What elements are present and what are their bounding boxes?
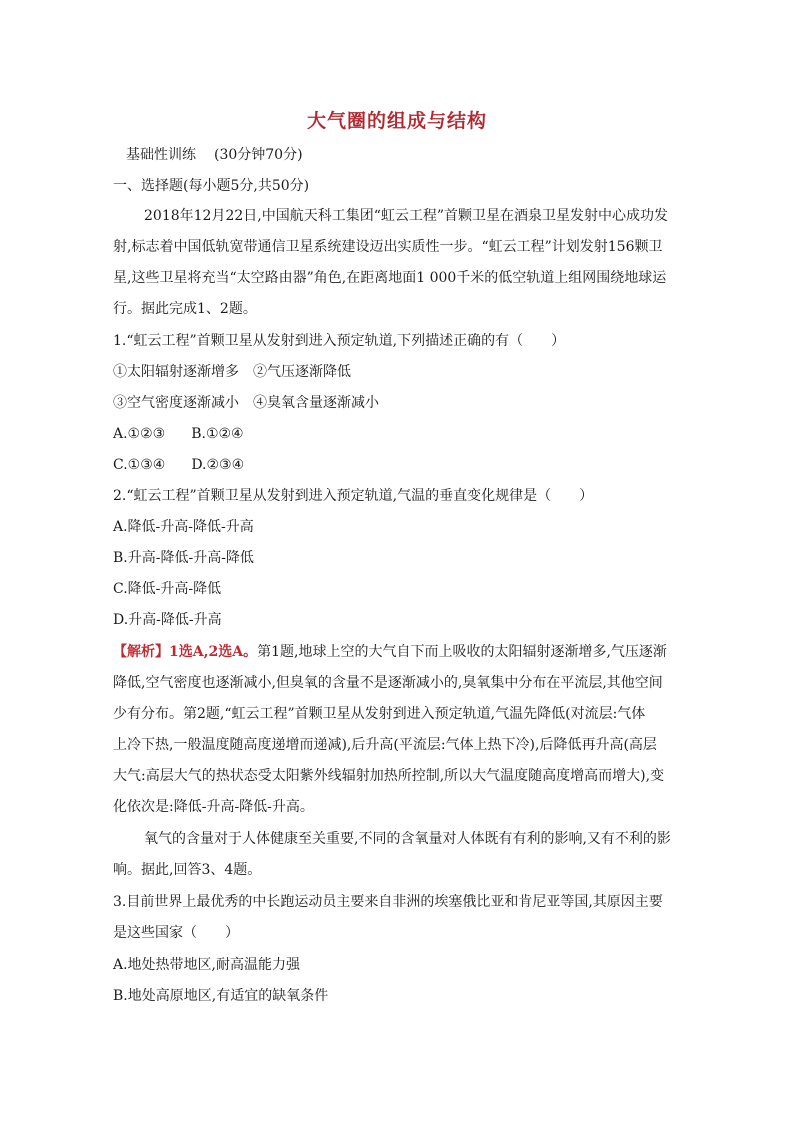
q1-option-d[interactable]: D.②③④ <box>191 457 245 473</box>
analysis-line: 降低,空气密度也逐渐减小,但臭氧的含量不是逐渐减小的,臭氧集中分布在平流层,其他空间 <box>113 675 663 691</box>
training-meta: (30分钟70分) <box>214 147 303 163</box>
passage1-line: 2018年12月22日,中国航天科工集团“虹云工程”首颗卫星在酒泉卫星发射中心成功发 <box>144 208 669 224</box>
q3-stem: 3.目前世界上最优秀的中长跑运动员主要来自非洲的埃塞俄比亚和肯尼亚等国,其原因主要 <box>113 894 663 910</box>
analysis-line: 第1题,地球上空的大气自下而上吸收的太阳辐射逐渐增多,气压逐渐 <box>257 644 667 660</box>
q1-item: ②气压逐渐降低 <box>253 364 351 380</box>
passage1-line: 星,这些卫星将充当“太空路由器”角色,在距离地面1 000千米的低空轨道上组网围绕地球运 <box>113 270 667 286</box>
q3-option-a[interactable]: A.地处热带地区,耐高温能力强 <box>113 957 301 973</box>
passage1-line: 行。据此完成1、2题。 <box>113 301 257 317</box>
q1-item: ①太阳辐射逐渐增多 <box>113 364 239 380</box>
analysis-first-line <box>113 642 683 662</box>
q1-options-row <box>113 455 683 475</box>
q1-items-row <box>113 362 683 382</box>
q3-option-b[interactable]: B.地处高原地区,有适宜的缺氧条件 <box>113 988 329 1004</box>
q1-option-a[interactable]: A.①②③ <box>113 426 166 442</box>
analysis-line: 上冷下热,一般温度随高度递增而递减),后升高(平流层:气体上热下冷),后降低再升高(高层 <box>113 737 657 753</box>
training-label: 基础性训练 <box>126 147 196 163</box>
analysis-line: 化依次是:降低-升高-降低-升高。 <box>113 799 314 815</box>
training-subhead <box>126 145 696 165</box>
q2-stem: 2.“虹云工程”首颗卫星从发射到进入预定轨道,气温的垂直变化规律是（ ） <box>113 488 594 504</box>
q1-stem: 1.“虹云工程”首颗卫星从发射到进入预定轨道,下列描述正确的有（ ） <box>113 333 566 349</box>
page-title: 大气圈的组成与结构 <box>306 110 487 132</box>
q1-option-b[interactable]: B.①②④ <box>191 426 244 442</box>
q2-option-a[interactable]: A.降低-升高-降低-升高 <box>113 519 254 535</box>
q1-items-row <box>113 393 683 413</box>
analysis-line: 少有分布。第2题,“虹云工程”首颗卫星从发射到进入预定轨道,气温先降低(对流层:气体 <box>113 706 646 722</box>
q2-option-d[interactable]: D.升高-降低-升高 <box>113 612 222 628</box>
passage2-line: 氧气的含量对于人体健康至关重要,不同的含氧量对人体既有有利的影响,又有不利的影 <box>144 831 671 847</box>
section-heading: 一、选择题(每小题5分,共50分) <box>113 178 310 194</box>
q2-option-b[interactable]: B.升高-降低-升高-降低 <box>113 550 254 566</box>
passage2-line: 响。据此,回答3、4题。 <box>113 862 262 878</box>
analysis-label: 【解析】1选A,2选A。 <box>113 644 258 660</box>
q1-option-c[interactable]: C.①③④ <box>113 457 166 473</box>
q1-item: ④臭氧含量逐渐减小 <box>253 395 379 411</box>
analysis-line: 大气:高层大气的热状态受太阳紫外线辐射加热所控制,所以大气温度随高度增高而增大),变 <box>113 768 665 784</box>
q3-stem: 是这些国家（ ） <box>113 925 239 941</box>
q2-option-c[interactable]: C.降低-升高-降低 <box>113 581 222 597</box>
q1-item: ③空气密度逐渐减小 <box>113 395 239 411</box>
q1-options-row <box>113 424 683 444</box>
passage1-line: 射,标志着中国低轨宽带通信卫星系统建设迈出实质性一步。“虹云工程”计划发射156颗卫 <box>113 239 663 255</box>
